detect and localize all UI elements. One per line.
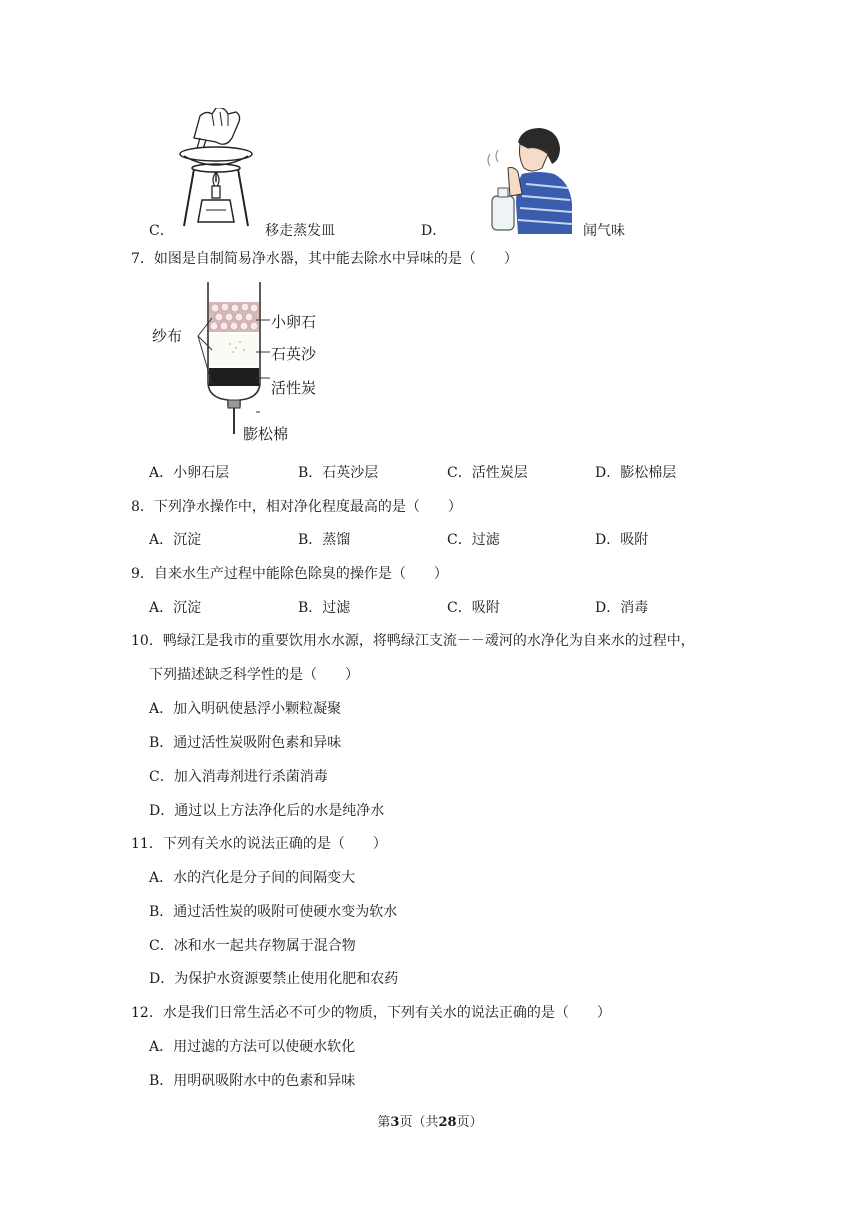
footer-page-number: 3 (390, 1115, 400, 1130)
q8-option-b: B．蒸馏 (298, 532, 351, 548)
q8-option-d: D．吸附 (595, 532, 649, 548)
page-footer (0, 1111, 860, 1130)
q8-option-c: C．过滤 (447, 532, 500, 548)
q12-option-a: A．用过滤的方法可以使硬水软化 (149, 1039, 356, 1055)
q11-option-d: D．为保护水资源要禁止使用化肥和农药 (149, 971, 399, 987)
q8-option-a: A．沉淀 (149, 532, 202, 548)
question-7-stem: 7．如图是自制简易净水器，其中能去除水中异味的是（ ） (131, 251, 518, 267)
option-d-text: 闻气味 (583, 223, 625, 239)
q7-option-b: B．石英沙层 (298, 465, 379, 481)
q10-option-b: B．通过活性炭吸附色素和异味 (149, 735, 342, 751)
q12-option-b: B．用明矾吸附水中的色素和异味 (149, 1073, 356, 1089)
option-d-letter: D． (421, 223, 447, 239)
footer-middle: 页（共 (399, 1115, 439, 1130)
label-gauze: 纱布 (152, 327, 183, 345)
question-10-stem-line2: 下列描述缺乏科学性的是（ ） (149, 667, 359, 683)
q9-option-b: B．过滤 (298, 600, 351, 616)
question-8-stem: 8．下列净水操作中，相对净化程度最高的是（ ） (131, 499, 462, 515)
question-10-stem-line1: 10．鸭绿江是我市的重要饮用水水源，将鸭绿江支流－－叆河的水净化为自来水的过程中， (131, 633, 695, 649)
q10-option-c: C．加入消毒剂进行杀菌消毒 (149, 769, 328, 785)
label-pebbles: 小卵石 (271, 313, 317, 331)
q9-option-a: A．沉淀 (149, 600, 202, 616)
q11-option-b: B．通过活性炭的吸附可使硬水变为软水 (149, 904, 398, 920)
q11-option-c: C．冰和水一起共存物属于混合物 (149, 938, 356, 954)
q7-option-d: D．膨松棉层 (595, 465, 677, 481)
footer-suffix: 页） (456, 1115, 483, 1130)
q9-option-d: D．消毒 (595, 600, 649, 616)
q7-option-a: A．小卵石层 (149, 465, 230, 481)
question-11-stem: 11．下列有关水的说法正确的是（ ） (131, 836, 387, 852)
footer-total-pages: 28 (438, 1115, 457, 1130)
option-c-letter: C． (149, 223, 174, 239)
label-quartz: 石英沙 (271, 345, 317, 363)
q11-option-a: A．水的汽化是分子间的间隔变大 (149, 870, 356, 886)
q9-option-c: C．吸附 (447, 600, 500, 616)
question-9-stem: 9．自来水生产过程中能除色除臭的操作是（ ） (131, 566, 448, 582)
smelling-gas-figure (478, 124, 578, 240)
evaporating-dish-figure (176, 108, 258, 230)
label-carbon: 活性炭 (271, 379, 317, 397)
label-cotton: 膨松棉 (243, 425, 289, 443)
question-12-stem: 12．水是我们日常生活必不可少的物质，下列有关水的说法正确的是（ ） (131, 1005, 611, 1021)
purifier-label-lines (184, 300, 274, 420)
q10-option-a: A．加入明矾使悬浮小颗粒凝聚 (149, 701, 342, 717)
q10-option-d: D．通过以上方法净化后的水是纯净水 (149, 803, 385, 819)
q7-option-c: C．活性炭层 (447, 465, 528, 481)
option-c-text: 移走蒸发皿 (265, 223, 335, 239)
footer-prefix: 第 (377, 1115, 391, 1130)
